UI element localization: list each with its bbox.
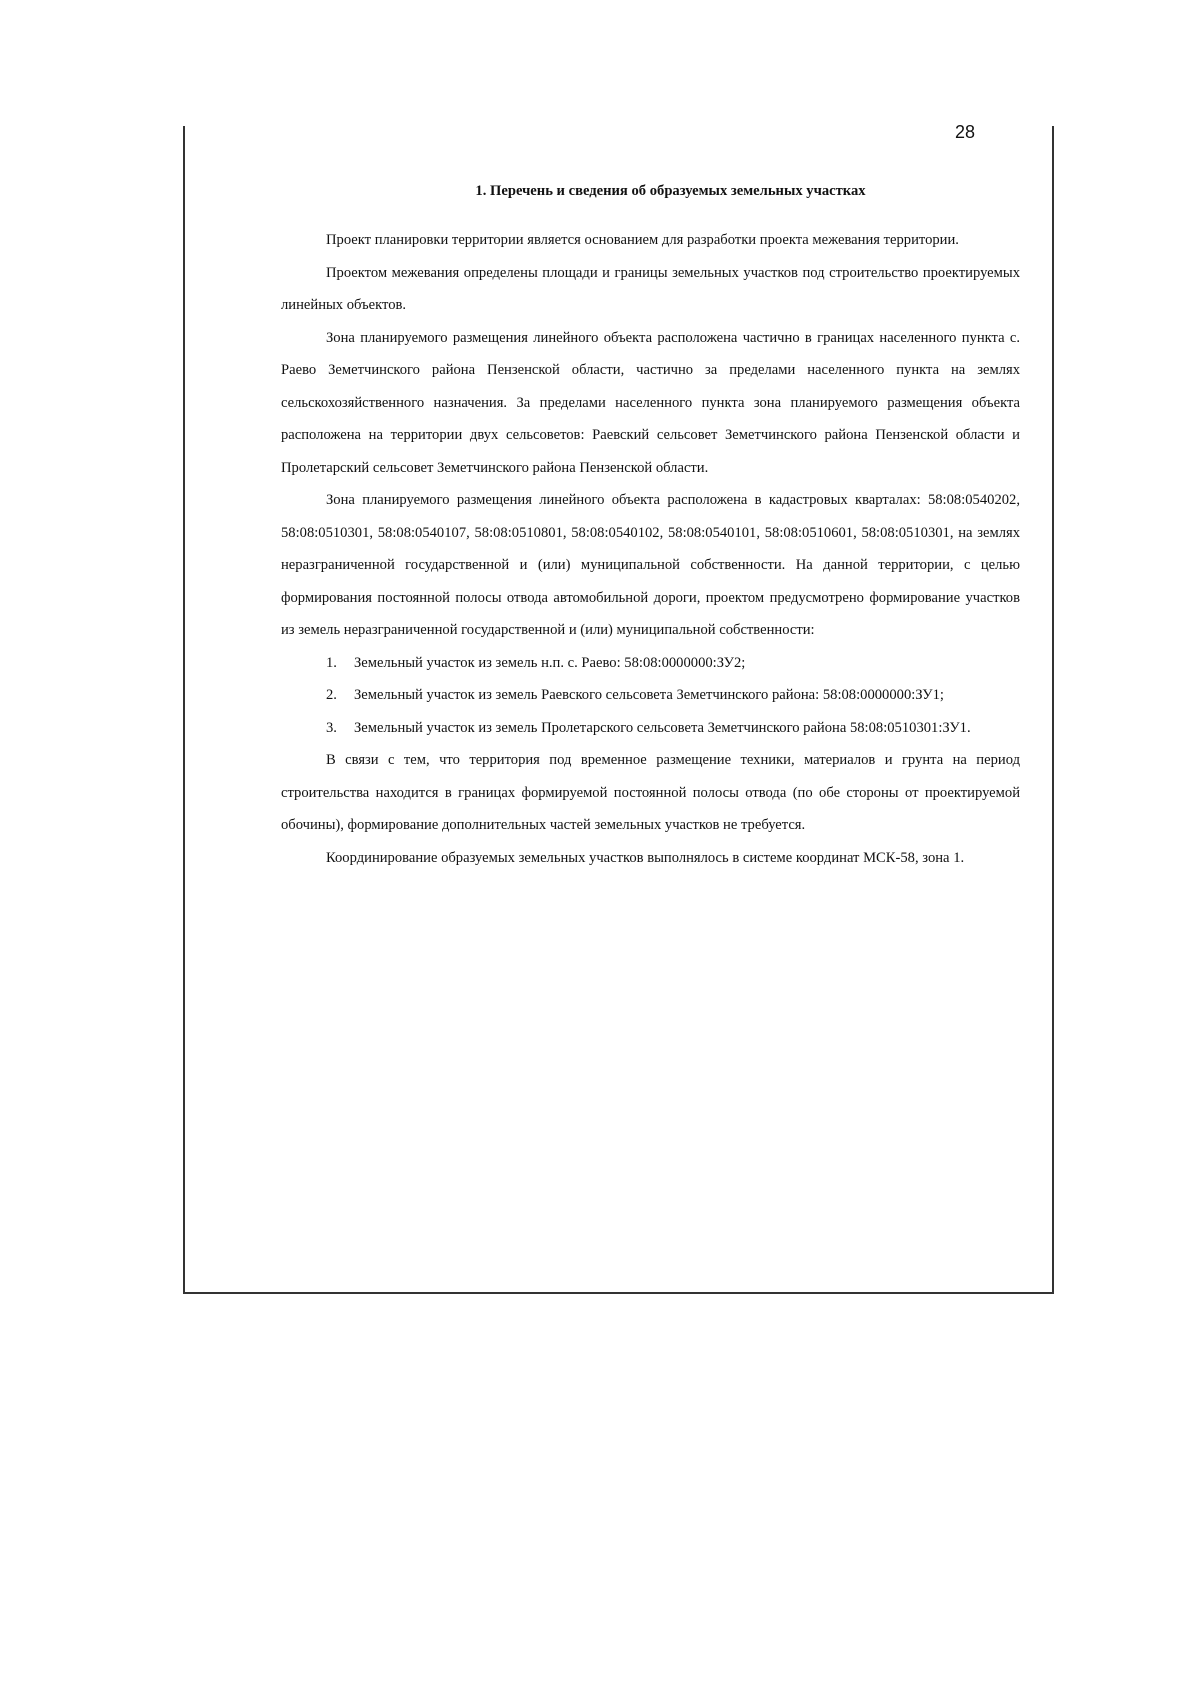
land-plot-list: [281, 647, 1020, 745]
list-item: [281, 712, 1020, 745]
list-item-text: Земельный участок из земель Раевского сельсовета Земетчинского района: 58:08:0000000:ЗУ1;: [354, 687, 944, 703]
list-item: [281, 647, 1020, 680]
list-item-number: 2.: [326, 687, 337, 703]
section-heading: 1. Перечень и сведения об образуемых земельных участках: [475, 183, 866, 199]
list-item-text: Земельный участок из земель Пролетарского сельсовета Земетчинского района 58:08:0510301:ЗУ1.: [354, 719, 971, 736]
paragraph: В связи с тем, что территория под временное размещение техники, материалов и грунта на период строительства находится в границах формируемой постоянной полосы отвода (по обе стороны от проектируемой обочины), формирование дополнительных частей земельных участков не требуется.: [281, 752, 1020, 833]
document-body: [281, 176, 1020, 874]
paragraph: Проектом межевания определены площади и границы земельных участков под строительство проектируемых линейных объектов.: [281, 264, 1020, 313]
paragraph: Проект планировки территории является основанием для разработки проекта межевания территории.: [326, 232, 959, 248]
paragraph: Зона планируемого размещения линейного объекта расположена частично в границах населенного пункта с. Раево Земетчинского района Пензенской области, частично за пределами населенного пункта на землях сельскохозяйственного назначения. За пределами населенного пункта зона планируемого размещения объекта расположена на территории двух сельсоветов: Раевский сельсовет Земетчинского района Пензенской области и Пролетарский сельсовет Земетчинского района Пензенской области.: [281, 329, 1020, 476]
paragraph: Зона планируемого размещения линейного объекта расположена в кадастровых кварталах: 58:08:0540202, 58:08:0510301, 58:08:0540107, 58:08:0510801, 58:08:0540102, 58:08:0540101, 58:08:0510601, 58:08:0510301, на землях неразграниченной государственной и (или) муниципальной собственности. На данной территории, с целью формирования постоянной полосы отвода автомобильной дороги, проектом предусмотрено формирование участков из земель неразграниченной государственной и (или) муниципальной собственности:: [281, 492, 1020, 638]
list-item-text: Земельный участок из земель н.п. с. Раево: 58:08:0000000:ЗУ2;: [354, 654, 746, 671]
list-item-number: 1.: [326, 654, 337, 671]
list-item: [281, 679, 1020, 712]
paragraph: Координирование образуемых земельных участков выполнялось в системе координат МСК-58, зона 1.: [326, 849, 965, 866]
page-number: 28: [955, 122, 976, 142]
list-item-number: 3.: [326, 719, 337, 736]
